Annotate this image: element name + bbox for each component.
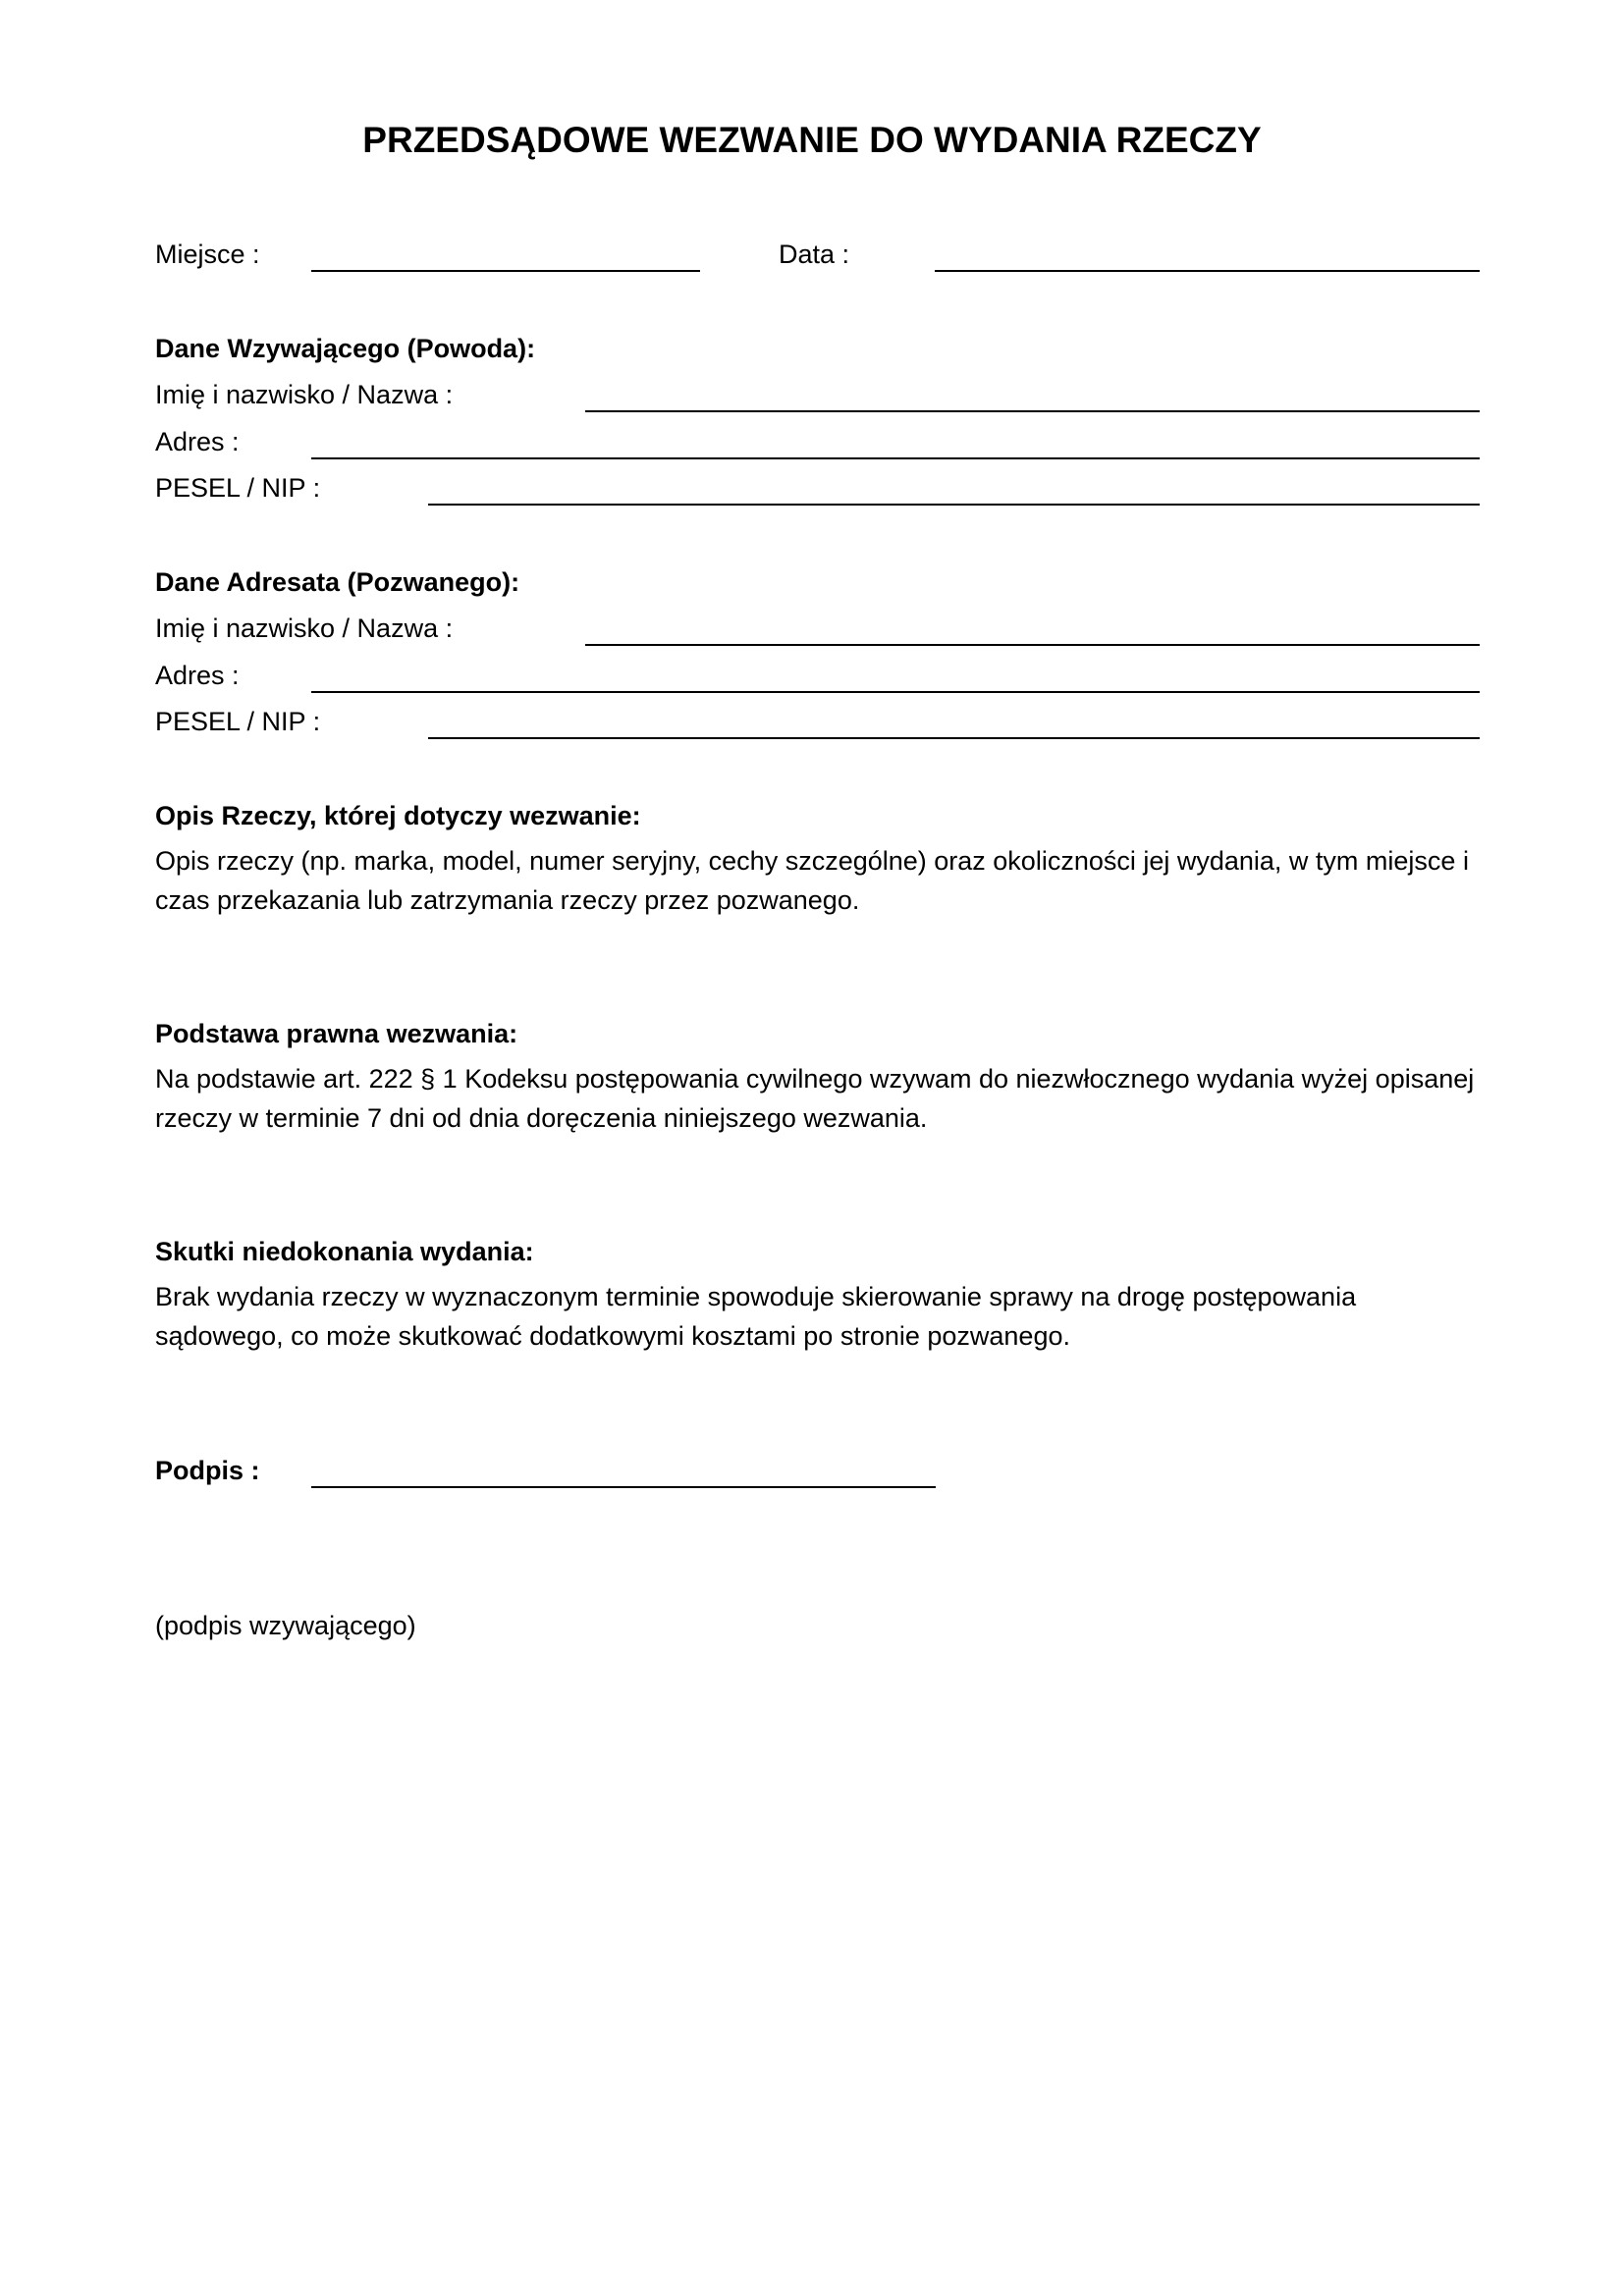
consequences-heading: Skutki niedokonania wydania: — [155, 1237, 534, 1266]
item-heading: Opis Rzeczy, której dotyczy wezwanie: — [155, 801, 641, 830]
defendant-heading: Dane Adresata (Pozwanego): — [155, 567, 520, 597]
legal-basis-text: Na podstawie art. 222 § 1 Kodeksu postępowania cywilnego wzywam do niezwłocznego wydania wyżej opisanej rzeczy w terminie 7 dni od dnia doręczenia niniejszego wezwania. — [155, 1064, 1475, 1133]
place-field-line[interactable] — [311, 270, 700, 272]
legal-basis-heading: Podstawa prawna wezwania: — [155, 1019, 518, 1048]
plaintiff-heading: Dane Wzywającego (Powoda): — [155, 334, 536, 363]
place-label: Miejsce : — [155, 240, 260, 269]
item-description-text: Opis rzeczy (np. marka, model, numer seryjny, cechy szczególne) oraz okoliczności jej wydania, w tym miejsce i czas przekazania lub zatrzymania rzeczy przez pozwanego. — [155, 846, 1469, 915]
date-field-line[interactable] — [935, 270, 1480, 272]
signature-caption: (podpis wzywającego) — [155, 1611, 416, 1640]
plaintiff-name-label: Imię i nazwisko / Nazwa : — [155, 380, 454, 409]
plaintiff-address-field-line[interactable] — [311, 457, 1480, 459]
defendant-address-field-line[interactable] — [311, 691, 1480, 693]
signature-field-line[interactable] — [311, 1486, 936, 1488]
plaintiff-id-field-line[interactable] — [428, 504, 1480, 506]
defendant-address-label: Adres : — [155, 661, 240, 690]
consequences-text: Brak wydania rzeczy w wyznaczonym terminie spowoduje skierowanie sprawy na drogę postępowania sądowego, co może skutkować dodatkowymi kosztami po stronie pozwanego. — [155, 1282, 1357, 1351]
signature-label: Podpis : — [155, 1456, 260, 1485]
plaintiff-address-label: Adres : — [155, 427, 240, 456]
date-label: Data : — [779, 240, 850, 269]
document-title: PRZEDSĄDOWE WEZWANIE DO WYDANIA RZECZY — [362, 120, 1262, 160]
defendant-id-field-line[interactable] — [428, 737, 1480, 739]
defendant-id-label: PESEL / NIP : — [155, 707, 321, 736]
defendant-name-field-line[interactable] — [585, 644, 1480, 646]
plaintiff-name-field-line[interactable] — [585, 410, 1480, 412]
defendant-name-label: Imię i nazwisko / Nazwa : — [155, 614, 454, 643]
plaintiff-id-label: PESEL / NIP : — [155, 473, 321, 503]
